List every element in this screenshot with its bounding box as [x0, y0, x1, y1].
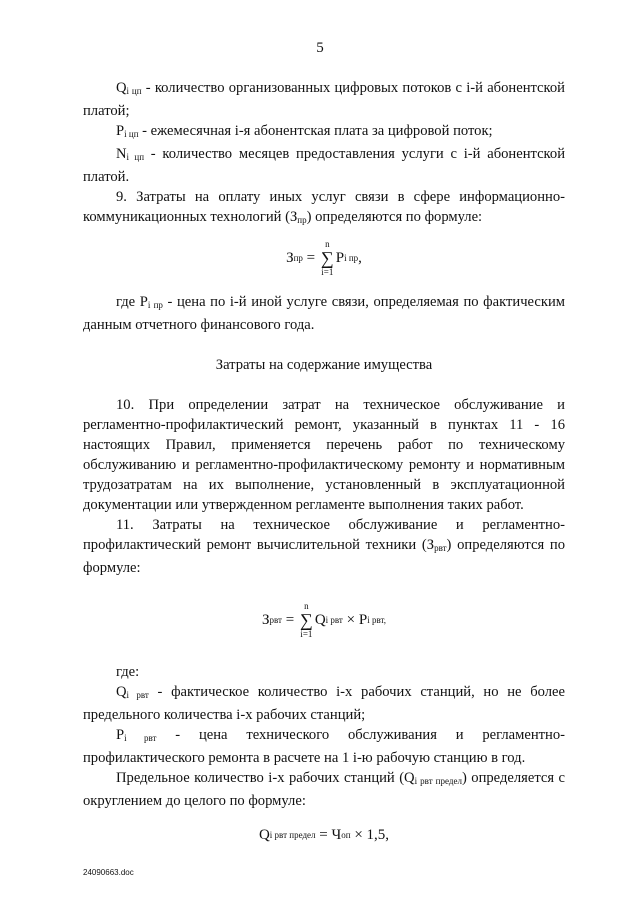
sum-lower-limit: i=1: [321, 267, 334, 277]
item-11-text-end: ) определяются по формуле:: [83, 537, 565, 576]
limit-text-end: ) определяется с округлением до целого по формуле:: [83, 770, 566, 809]
formula-term: Ч: [331, 827, 342, 843]
formula-term-subscript: оп: [341, 830, 351, 840]
symbol-subscript: i цп: [126, 86, 142, 96]
document-body: [83, 78, 565, 861]
definition-n-cp: [83, 144, 565, 187]
formula-term: P: [335, 250, 345, 266]
formula-term-1: Q: [314, 612, 326, 628]
formula-lhs-subscript: пр: [293, 253, 303, 263]
item-9-subscript: пр: [297, 215, 307, 225]
formula-equals: =: [282, 612, 298, 628]
symbol: Q: [116, 80, 127, 96]
symbol: Q: [116, 684, 127, 700]
sum-upper-limit: n: [304, 601, 309, 611]
definition-text: - количество организованных цифровых потоков с i-й абонентской платой;: [83, 80, 565, 119]
where-label-2: где:: [116, 664, 140, 680]
formula-lhs-subscript: рвт: [269, 615, 282, 625]
formula-term-subscript: i пр: [344, 253, 359, 263]
definition-text: - количество месяцев предоставления услуги с i-й абонентской платой.: [83, 146, 565, 185]
definition-text: - цена по i-й иной услуге связи, определяемая по фактическим данным отчетного финансового года.: [83, 294, 565, 333]
formula-equals: =: [315, 827, 332, 843]
symbol: N: [116, 146, 127, 162]
symbol: P: [139, 294, 148, 310]
symbol-subscript: i рвт: [126, 690, 149, 700]
formula-term-1-subscript: i рвт: [325, 615, 343, 625]
formula-equals: =: [302, 250, 319, 266]
symbol: P: [116, 727, 125, 743]
summation-sign: [300, 600, 313, 640]
sum-upper-limit: n: [325, 239, 330, 249]
formula-z-pr: [83, 230, 565, 292]
formula-tail: ,: [358, 250, 362, 266]
symbol-subscript: i рвт: [124, 733, 157, 743]
definition-p-rvt: [83, 725, 565, 768]
definition-q-cp: [83, 78, 565, 121]
formula-q-limit: [83, 811, 565, 861]
item-9-text-end: ) определяются по формуле:: [306, 209, 483, 225]
symbol-subscript: i цп: [124, 129, 139, 139]
item-10-paragraph: 10. При определении затрат на техническое обслуживание и регламентно-профилактический ремонт, указанный в пунктах 11 - 16 настоящих Правил, применяется перечень работ по техническому обслуживанию и регламентно-профилактическому ремонту и нормативным трудозатратам на их выполнение, установленный в эксплуатационной документации или утвержденном регламенте выполнения таких работ.: [83, 397, 565, 513]
limit-paragraph: [83, 768, 565, 811]
item-9-paragraph: [83, 187, 565, 230]
formula-lhs: З: [286, 250, 294, 266]
formula-z-rvt: [83, 578, 565, 662]
definition-text: - ежемесячная i-я абонентская плата за цифровой поток;: [138, 123, 493, 139]
sigma-icon: ∑: [320, 248, 334, 268]
symbol: P: [116, 123, 125, 139]
definition-p-cp: [83, 121, 565, 144]
limit-text: Предельное количество i-х рабочих станций (Q: [116, 770, 415, 786]
formula-times: ×: [342, 612, 359, 628]
formula-term-2: P: [358, 612, 368, 628]
formula-lhs-subscript: i рвт предел: [269, 830, 316, 840]
formula-lhs: З: [262, 612, 270, 628]
item-11-paragraph: [83, 515, 565, 578]
symbol-subscript: i цп: [126, 152, 145, 162]
sum-lower-limit: i=1: [300, 629, 313, 639]
definition-text: - фактическое количество i-х рабочих станций, но не более предельного количества i-х рабочих станций;: [83, 684, 565, 723]
definition-text: - цена технического обслуживания и регламентно-профилактического ремонта в расчете на 1 i-ю рабочую станцию в год.: [83, 727, 565, 766]
section-heading: Затраты на содержание имущества: [215, 357, 433, 373]
symbol-subscript: i пр: [147, 300, 163, 310]
summation-sign: [321, 238, 334, 278]
formula-tail: × 1,5,: [350, 827, 390, 843]
item-11-text: 11. Затраты на техническое обслуживание и регламентно-профилактический ремонт вычислительной техники (З: [83, 517, 565, 553]
formula-lhs: Q: [258, 827, 270, 843]
definition-q-rvt: [83, 682, 565, 725]
item-9-text: 9. Затраты на оплату иных услуг связи в сфере информационно-коммуникационных технологий (З: [83, 189, 565, 225]
limit-subscript: i рвт предел: [414, 776, 462, 786]
where-p-pr: [83, 292, 565, 335]
document-filename: 24090663.doc: [83, 868, 134, 877]
where-label: где: [116, 294, 140, 310]
item-11-subscript: рвт: [434, 543, 447, 553]
sigma-icon: ∑: [299, 610, 313, 630]
page-number: 5: [316, 40, 324, 56]
formula-term-2-subscript: i рвт,: [367, 615, 386, 625]
